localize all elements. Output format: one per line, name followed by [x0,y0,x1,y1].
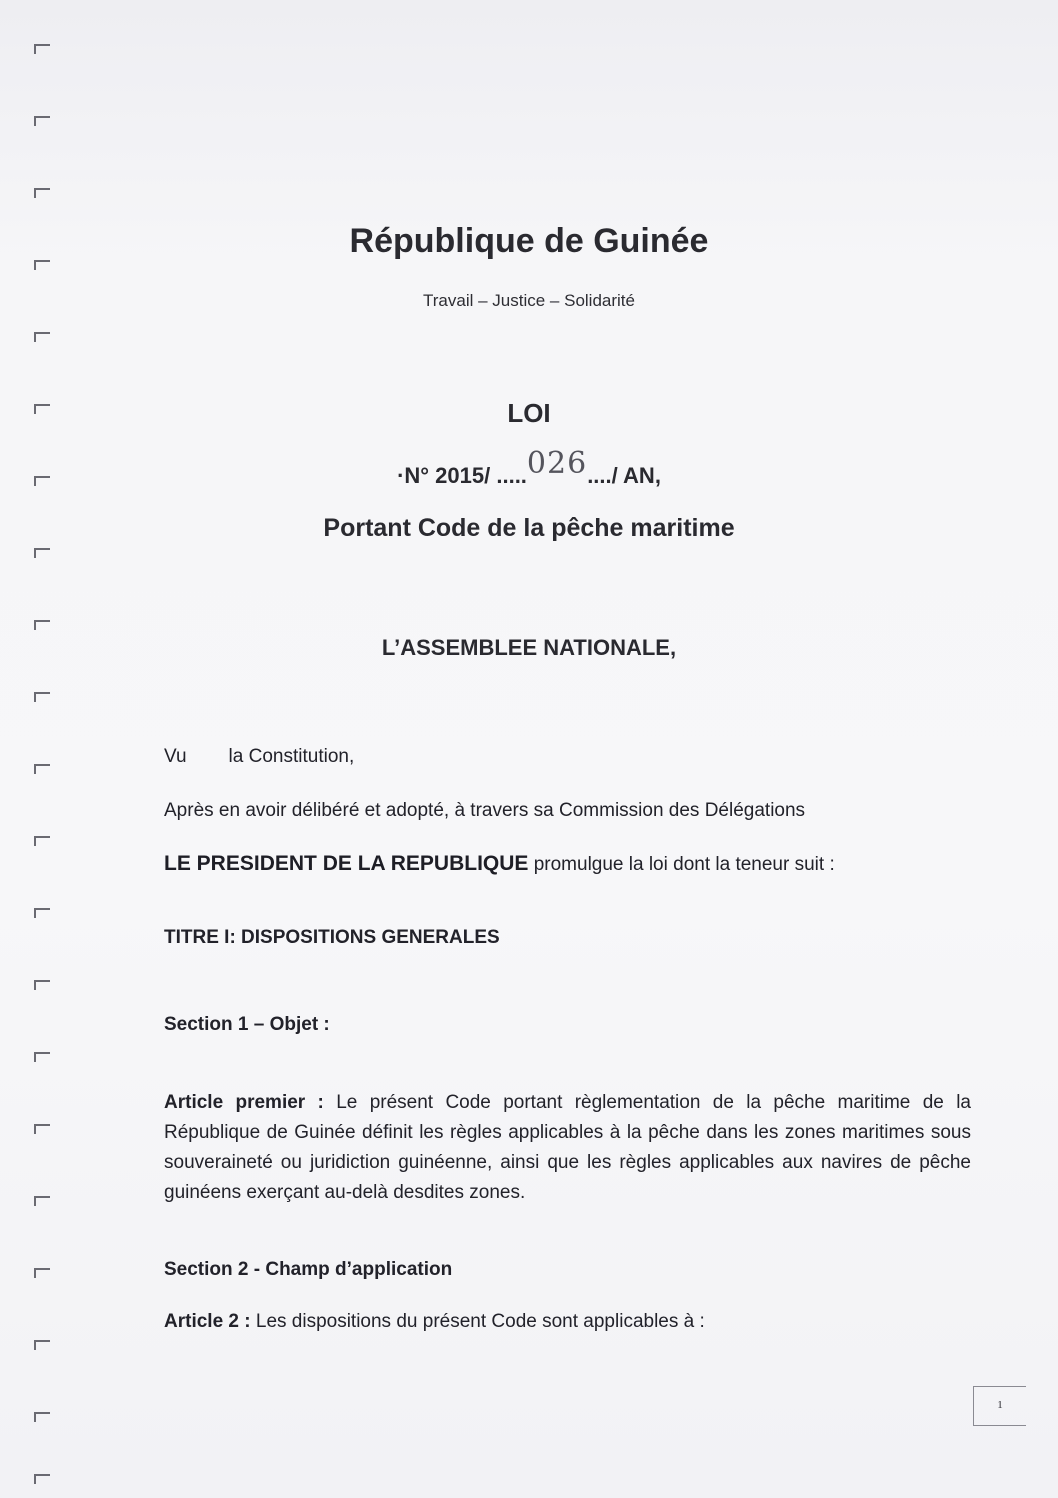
section-2-heading [164,1259,452,1281]
law-number [0,446,1058,491]
promulgation-text: promulgue la loi dont la teneur suit : [528,854,835,875]
page-number: 1 [997,1399,1003,1411]
law-number-dots-after: .... [587,463,612,488]
article-premier-label: Article premier : [164,1092,324,1113]
article-2-text: Les dispositions du présent Code sont applicables à : [250,1311,705,1332]
section-2-title: Champ d’application [260,1259,453,1280]
vu-text: la Constitution, [228,746,355,767]
vu-line [164,746,354,768]
law-number-prefix: ·N° 2015/ [397,463,497,488]
article-2 [164,1311,705,1333]
section-2-label: Section 2 - [164,1259,261,1280]
assembly-heading: L’ASSEMBLEE NATIONALE, [381,635,677,660]
article-2-label: Article 2 : [164,1311,251,1332]
titre-heading: TITRE I: DISPOSITIONS GENERALES [164,927,500,948]
law-type: LOI [507,398,551,428]
article-premier-text: Le présent Code portant règlementation de la pêche maritime de la République de Guinée définit les règles applicables à la pêche dans les zones maritimes sous souveraineté ou juridiction guinéenne, ainsi que les règles applicables aux navires de pêche guinéens exerçant au-delà desdites zones. [164,1092,971,1203]
vu-label: Vu [164,746,187,767]
document-title: République de Guinée [349,222,709,260]
section-1-heading: Section 1 – Objet : [164,1014,330,1035]
handwritten-number: 026 [526,446,588,481]
law-number-dots-before: ..... [496,463,527,488]
president-heading: LE PRESIDENT DE LA REPUBLIQUE [164,852,529,875]
article-premier [164,1088,971,1208]
promulgation-line [164,852,835,876]
law-number-suffix: / AN, [611,463,661,488]
page-number-box [973,1386,1026,1426]
adoption-line: Après en avoir délibéré et adopté, à travers sa Commission des Délégations [164,800,806,821]
national-motto: Travail – Justice – Solidarité [423,291,635,310]
law-subject: Portant Code de la pêche maritime [323,514,735,542]
